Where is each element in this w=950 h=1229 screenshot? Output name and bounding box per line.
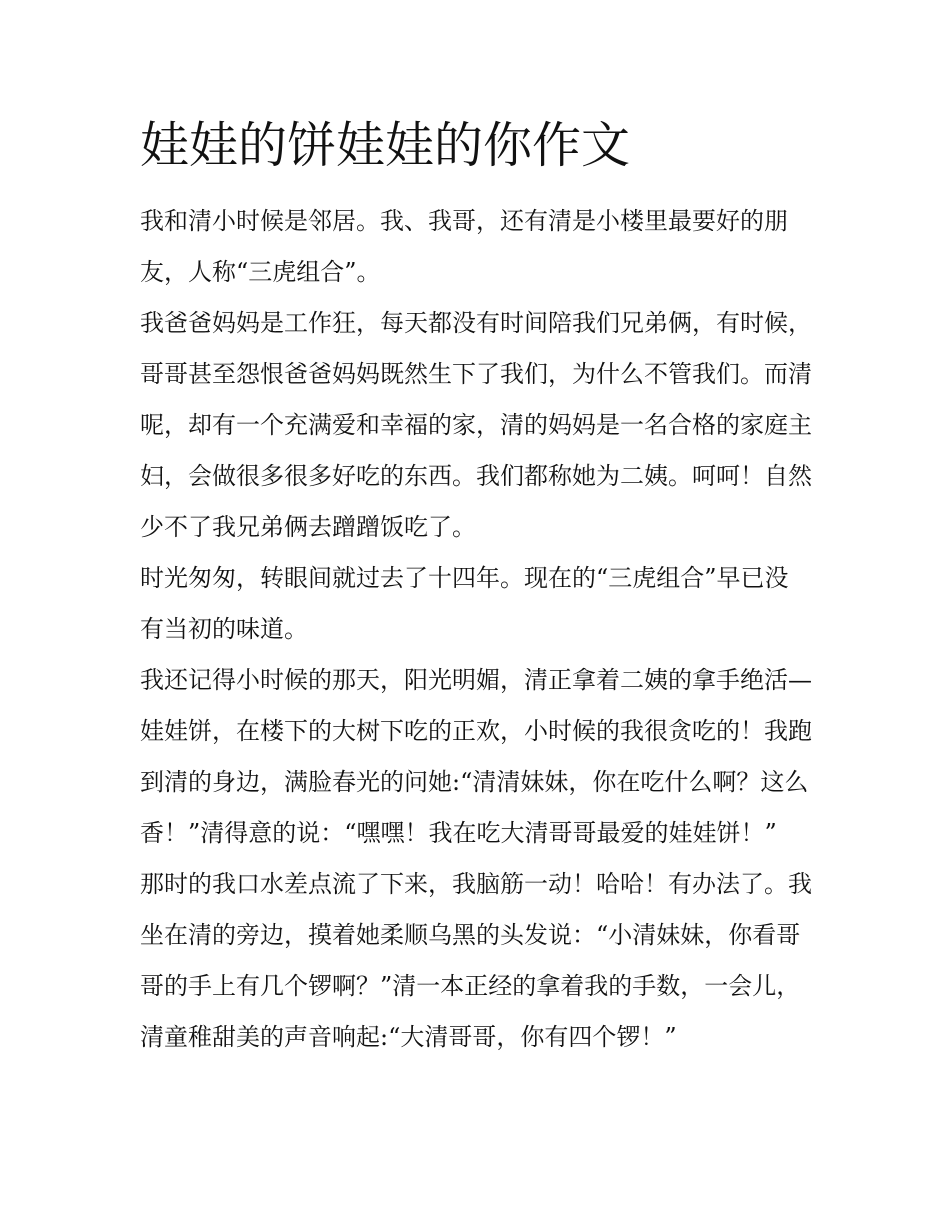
- paragraph-4: 我还记得小时候的那天，阳光明媚，清正拿着二姨的拿手绝活—娃娃饼，在楼下的大树下吃的正欢，小时候的我很贪吃的！我跑到清的身边，满脸春光的问她:“清清妹妹，你在吃什么啊？这么香！”清得意的说：“嘿嘿！我在吃大清哥哥最爱的娃娃饼！”: [140, 666, 812, 847]
- paragraph-3: 时光匆匆，转眼间就过去了十四年。现在的“三虎组合”早已没有当初的味道。: [140, 564, 789, 643]
- page-title: 娃娃的饼娃娃的你作文: [140, 117, 631, 174]
- essay-body: [140, 196, 812, 1063]
- paragraph-5: 那时的我口水差点流了下来，我脑筋一动！哈哈！有办法了。我坐在清的旁边，摸着她柔顺乌黑的头发说：“小清妹妹，你看哥哥的手上有几个锣啊？”清一本正经的拿着我的手数，一会儿，清童稚甜美的声音响起:“大清哥哥，你有四个锣！”: [140, 870, 812, 1051]
- paragraph-2: 我爸爸妈妈是工作狂，每天都没有时间陪我们兄弟俩，有时候，哥哥甚至怨恨爸爸妈妈既然生下了我们，为什么不管我们。而清呢，却有一个充满爱和幸福的家，清的妈妈是一名合格的家庭主妇，会做很多很多好吃的东西。我们都称她为二姨。呵呵！自然少不了我兄弟俩去蹭蹭饭吃了。: [140, 309, 812, 541]
- paragraph-1: 我和清小时候是邻居。我、我哥，还有清是小楼里最要好的朋友，人称“三虎组合”。: [140, 207, 788, 286]
